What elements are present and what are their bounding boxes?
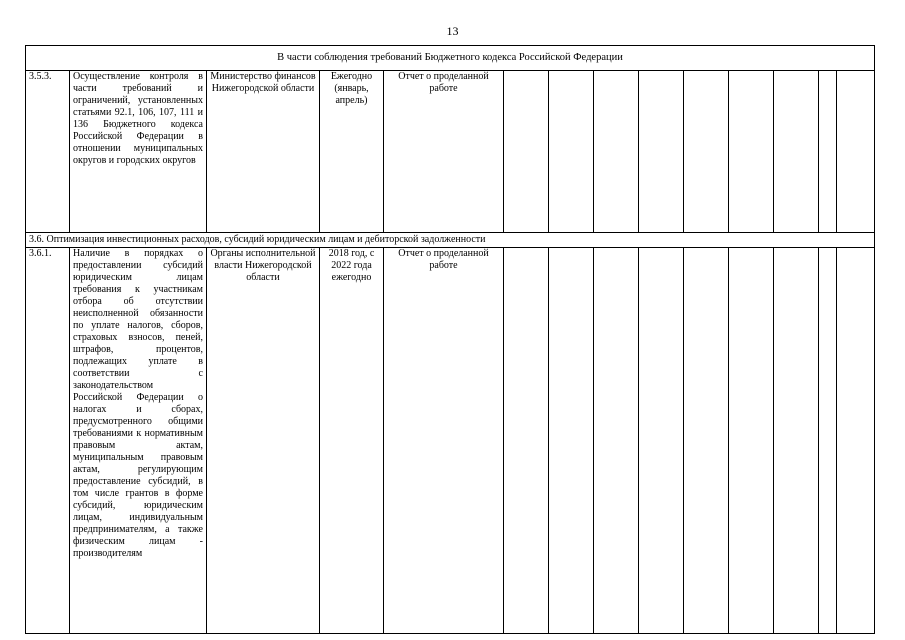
- table-row: [26, 248, 875, 634]
- row-responsible: Министерство финансов Нижегородской области: [207, 71, 320, 233]
- empty-cell: [504, 248, 549, 634]
- row-responsible: Органы исполнительной власти Нижегородской области: [207, 248, 320, 634]
- empty-cell: [684, 71, 729, 233]
- empty-cell: [549, 71, 594, 233]
- row-report: Отчет о проделанной работе: [384, 248, 504, 634]
- page-number: 13: [446, 24, 459, 38]
- empty-cell: [639, 71, 684, 233]
- empty-cell: [549, 248, 594, 634]
- empty-cell: [729, 71, 774, 233]
- empty-cell: [594, 71, 639, 233]
- empty-cell: [837, 71, 875, 233]
- row-description: Наличие в порядках о предоставлении субсидий юридическим лицам требования к участникам отбора об отсутствии неисполненной обязанности по уплате налогов, сборов, страховых взносов, пеней, штрафов, процентов, подлежащих уплате в соответствии с законодательством Российской Федерации о налогах и сборах, предусмотренного общими требованиями к нормативным правовым актам, муниципальным правовым актам, регулирующим предоставление субсидий, в том числе грантов в форме субсидий, юридическим лицам, индивидуальным предпринимателям, а также физическим лицам - производителям: [70, 248, 207, 634]
- empty-cell: [819, 248, 837, 634]
- empty-cell: [774, 71, 819, 233]
- table-header: В части соблюдения требований Бюджетного кодекса Российской Федерации: [26, 46, 875, 71]
- row-description: Осуществление контроля в части требований и ограничений, установленных статьями 92.1, 106, 107, 111 и 136 Бюджетного кодекса Российской Федерации в отношении муниципальных округов и городских округов: [70, 71, 207, 233]
- empty-cell: [774, 248, 819, 634]
- row-number: 3.6.1.: [26, 248, 70, 634]
- empty-cell: [684, 248, 729, 634]
- table-header-row: [26, 46, 875, 71]
- row-period: 2018 год, с 2022 года ежегодно: [320, 248, 384, 634]
- empty-cell: [837, 248, 875, 634]
- row-period: Ежегодно (январь, апрель): [320, 71, 384, 233]
- table-row: [26, 71, 875, 233]
- empty-cell: [594, 248, 639, 634]
- measures-table: [25, 45, 875, 634]
- empty-cell: [819, 71, 837, 233]
- empty-cell: [504, 71, 549, 233]
- empty-cell: [639, 248, 684, 634]
- section-row: [26, 233, 875, 248]
- empty-cell: [729, 248, 774, 634]
- row-report: Отчет о проделанной работе: [384, 71, 504, 233]
- row-number: 3.5.3.: [26, 71, 70, 233]
- section-title: 3.6. Оптимизация инвестиционных расходов, субсидий юридическим лицам и дебиторской задолженности: [26, 233, 875, 248]
